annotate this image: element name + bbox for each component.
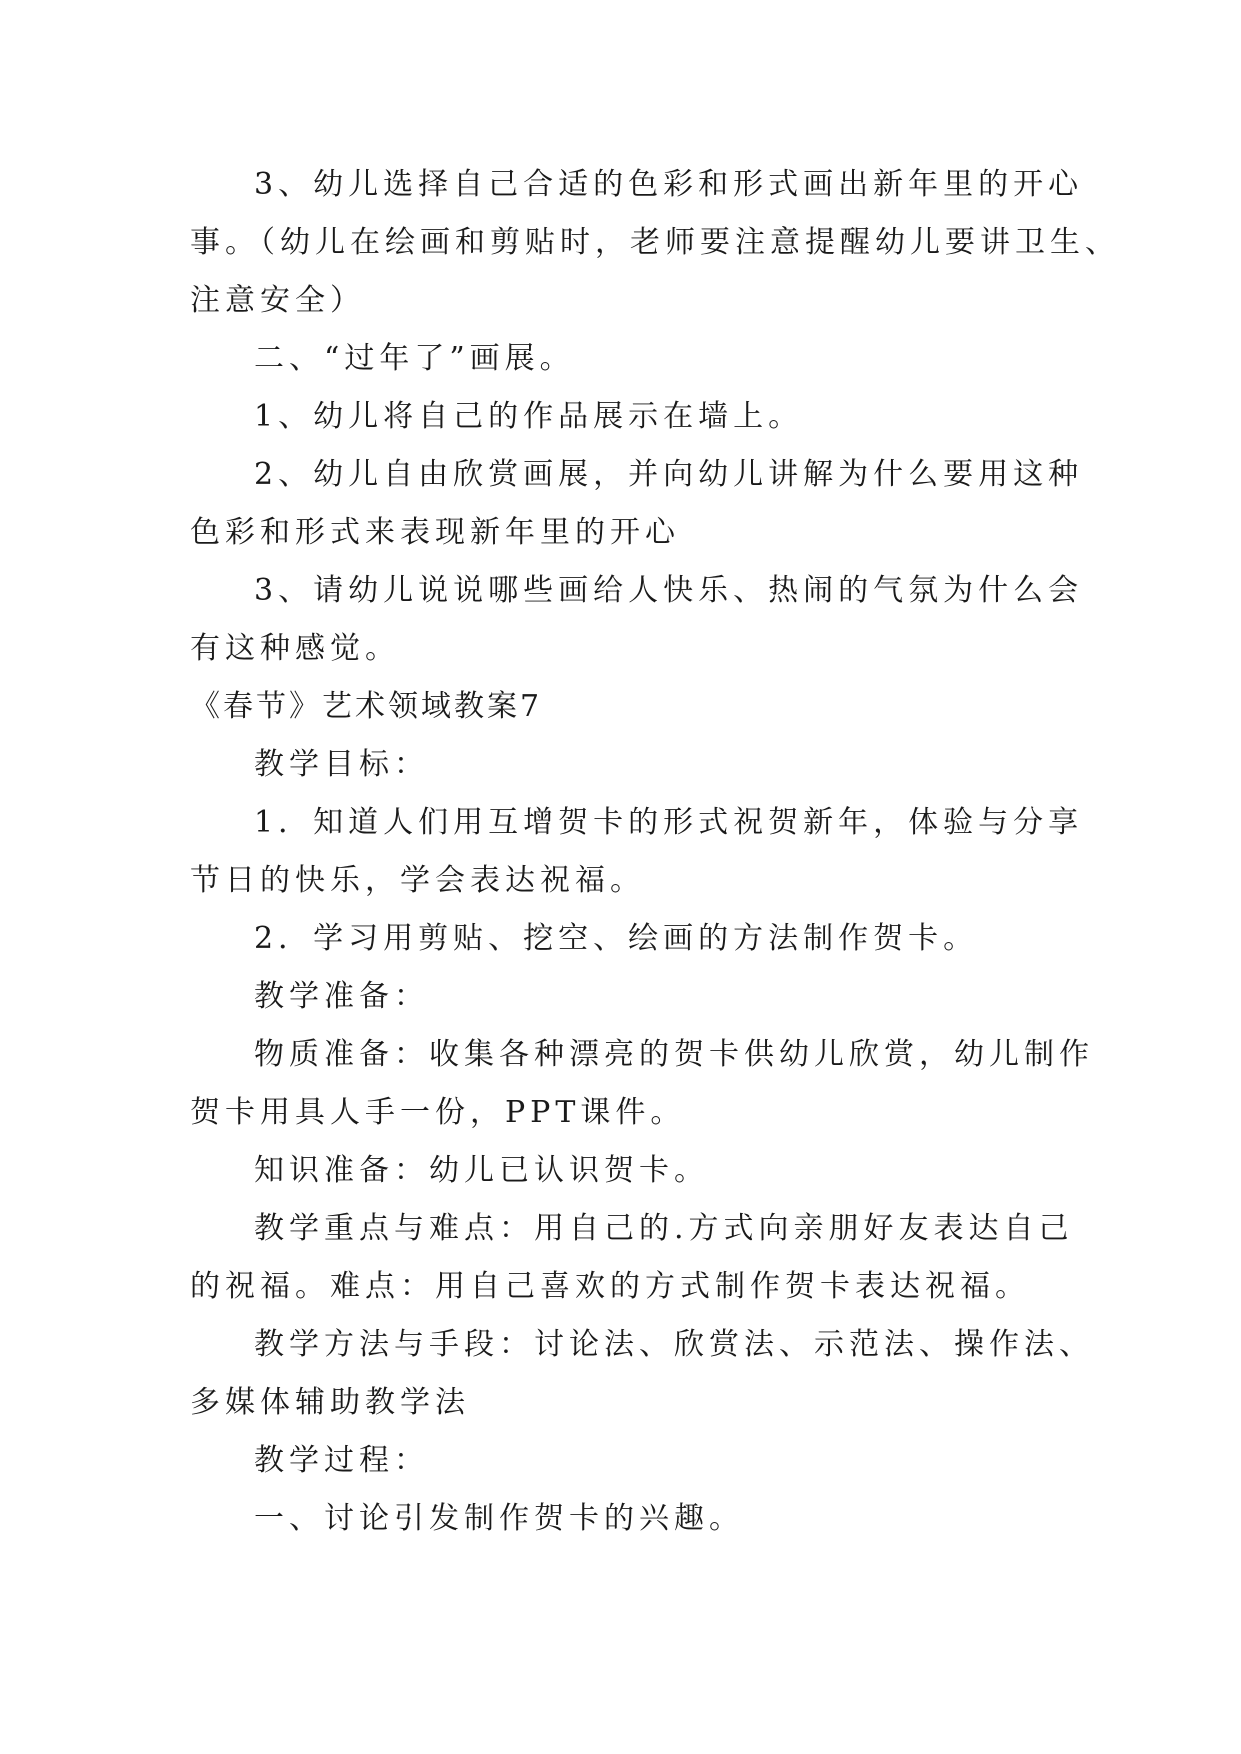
section-heading: 教学目标：	[254, 747, 429, 782]
paragraph-line: 贺卡用具人手一份，PPT课件。	[190, 1095, 686, 1130]
paragraph-line: 1．知道人们用互增贺卡的形式祝贺新年，体验与分享	[254, 805, 1084, 840]
paragraph-line: 教学重点与难点：用自己的.方式向亲朋好友表达自己	[254, 1211, 1074, 1246]
paragraph-line: 2、幼儿自由欣赏画展，并向幼儿讲解为什么要用这种	[254, 457, 1084, 492]
paragraph-line: 一、讨论引发制作贺卡的兴趣。	[254, 1501, 744, 1536]
paragraph-line: 教学方法与手段：讨论法、欣赏法、示范法、操作法、	[254, 1327, 1094, 1362]
paragraph-line: 3、幼儿选择自己合适的色彩和形式画出新年里的开心	[254, 167, 1084, 202]
section-heading: 教学过程：	[254, 1443, 429, 1478]
paragraph-line: 3、请幼儿说说哪些画给人快乐、热闹的气氛为什么会	[254, 573, 1084, 608]
paragraph-line: 知识准备：幼儿已认识贺卡。	[254, 1153, 709, 1188]
paragraph-line: 物质准备：收集各种漂亮的贺卡供幼儿欣赏，幼儿制作	[254, 1037, 1094, 1072]
paragraph-line: 1、幼儿将自己的作品展示在墙上。	[254, 399, 804, 434]
paragraph-line: 的祝福。难点：用自己喜欢的方式制作贺卡表达祝福。	[190, 1269, 1030, 1304]
section-heading: 二、“过年了”画展。	[254, 341, 575, 376]
paragraph-line: 2．学习用剪贴、挖空、绘画的方法制作贺卡。	[254, 921, 979, 956]
document-title: 《春节》艺术领域教案7	[190, 689, 543, 724]
paragraph-line: 事。（幼儿在绘画和剪贴时，老师要注意提醒幼儿要讲卫生、	[190, 225, 1120, 260]
paragraph-line: 节日的快乐，学会表达祝福。	[190, 863, 645, 898]
paragraph-line: 多媒体辅助教学法	[190, 1385, 470, 1420]
paragraph-line: 色彩和形式来表现新年里的开心	[190, 515, 680, 550]
section-heading: 教学准备：	[254, 979, 429, 1014]
paragraph-line: 有这种感觉。	[190, 631, 400, 666]
paragraph-line: 注意安全）	[190, 283, 365, 318]
